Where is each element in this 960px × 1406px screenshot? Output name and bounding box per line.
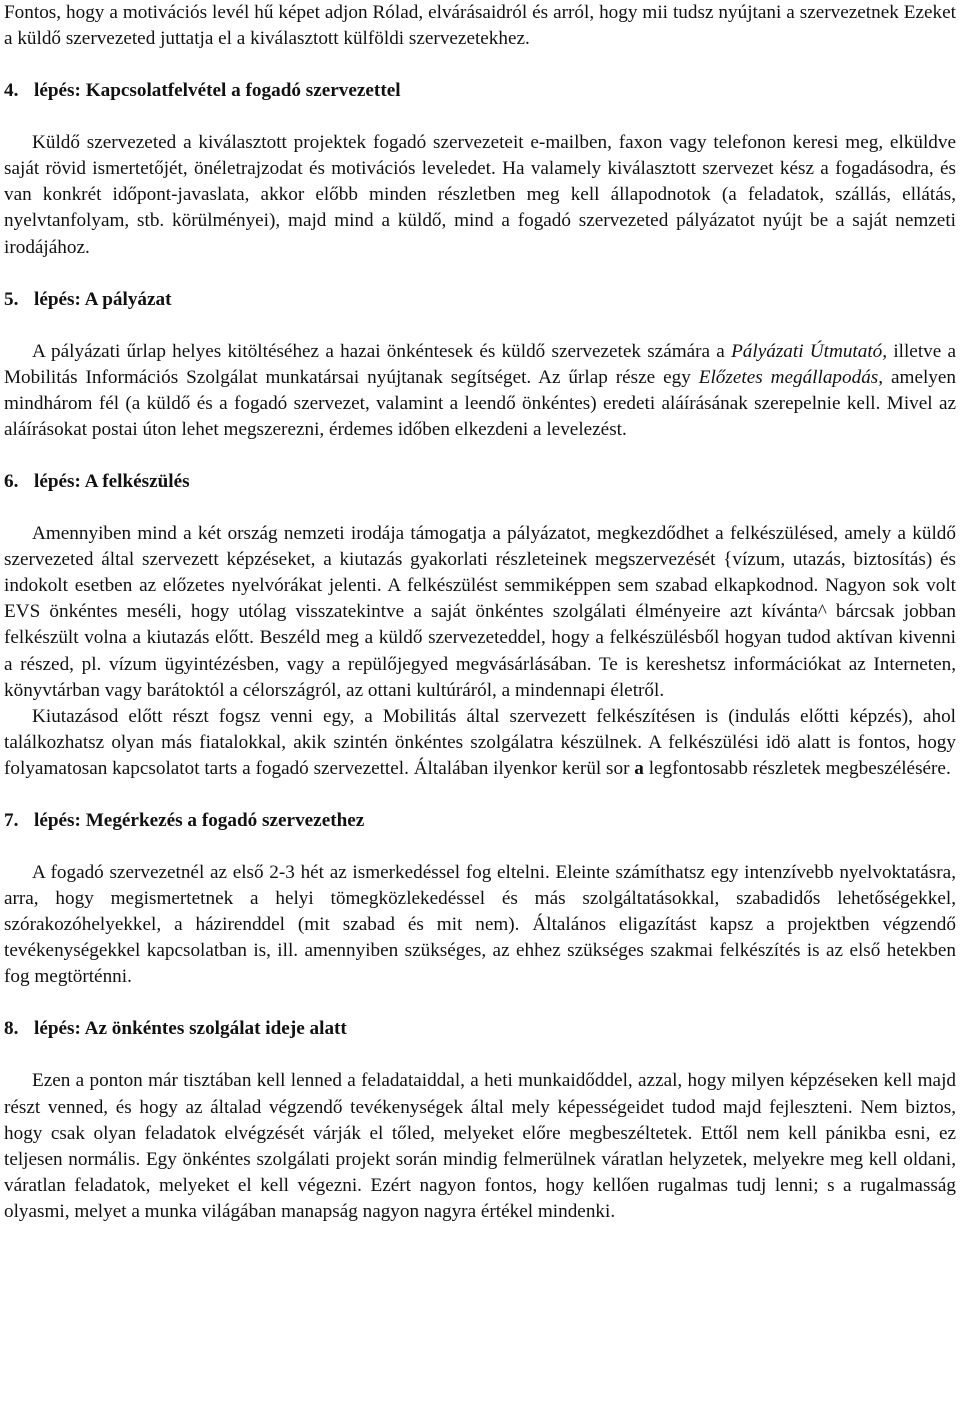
step-7-title: lépés: Megérkezés a fogadó szervezethez [34, 809, 365, 831]
step-5-heading [4, 287, 956, 313]
step-8-title: lépés: Az önkéntes szolgálat ideje alatt [34, 1018, 347, 1040]
step-5-text-c: amelyen mindhárom fél (a küldő és a fogadó szervezet, valamint a leendő önkéntes) eredeti aláírásának szerepelnie kell. Mivel az aláírásokat postai úton lehet megszerezni, érdemes időben elkezdeni a levelezést. [4, 366, 957, 440]
intro-paragraph: Fontos, hogy a motivációs levél hű képet adjon Rólad, elvárásaidról és arról, hogy mii tudsz nyújtani a szervezetnek Ezeket a küldő szervezeted juttatja el a kiválasztott külföldi szervezetekhez. [4, 2, 956, 50]
step-6-number: 6. [4, 471, 19, 493]
step-5-title: lépés: A pályázat [34, 288, 172, 310]
step-5-italic-guide: Pályázati Útmutató, [731, 340, 888, 362]
step-6-paragraph-1: Amennyiben mind a két ország nemzeti irodája támogatja a pályázatot, megkezdődhet a felkészülésed, amely a küldő szervezeted által szervezett képzéseket, a kiutazás gyakorlati részleteinek megszervezését {vízum, utazás, biztosítás) és indokolt esetben az előzetes nyelvórákat jelenti. A felkészülést semmiképpen sem szabad elkapkodnod. Nagyon sok volt EVS önkéntes meséli, hogy utólag visszatekintve a saját önkéntes szolgálati élményeire azt kívánta^ bárcsak jobban felkészült volna a kiutazás előtt. Beszéld meg a küldő szervezeteddel, hogy a felkészülésből hogyan tudod aktívan kivenni a részed, pl. vízum ügyintézésben, vagy a repülőjegyed megvásárlásában. Te is kereshetsz információkat az Interneten, könyvtárban vagy barátoktól a célországról, az ottani kultúráról, a mindennapi életről. [4, 523, 956, 701]
step-6-text-a: Kiutazásod előtt részt fogsz venni egy, a Mobilitás által szervezett felkészítésen is (indulás előtti képzés), ahol találkozhatsz olyan más fiatalokkal, akik szintén önkéntes szolgálatra készülnek. A felkészülési idö alatt is fontos, hogy folyamatosan kapcsolatot tarts a fogadó szervezettel. Általában ilyenkor kerül sor [4, 705, 956, 779]
step-5-number: 5. [4, 288, 19, 310]
step-4-heading [4, 78, 956, 104]
step-7-number: 7. [4, 809, 19, 831]
step-6-text-b: legfontosabb részletek megbeszélésére. [643, 757, 951, 779]
step-4-title: lépés: Kapcsolatfelvétel a fogadó szervezettel [34, 80, 401, 102]
step-4-paragraph: Küldő szervezeted a kiválasztott projektek fogadó szervezeteit e-mailben, faxon vagy telefonon keresi meg, elküldve saját rövid ismertetőjét, önéletrajzodat és motivációs leveledet. Ha valamely kiválasztott szervezet kész a fogadásodra, és van konkrét időpont-javaslata, akkor előbb minden részletben meg kell állapodnotok (a feladatok, szállás, ellátás, nyelvtanfolyam, stb. körülményei), majd mind a küldő, mind a fogadó szervezeted pályázatot nyújt be a saját nemzeti irodájához. [4, 132, 956, 258]
step-5-paragraph [4, 339, 956, 443]
step-4-number: 4. [4, 80, 19, 102]
step-6-heading [4, 469, 956, 495]
step-6-paragraph-2 [4, 704, 956, 782]
step-6-title: lépés: A felkészülés [34, 471, 190, 493]
step-7-heading [4, 808, 956, 834]
step-8-paragraph: Ezen a ponton már tisztában kell lenned a feladataiddal, a heti munkaidőddel, azzal, hogy milyen képzéseken kell majd részt venned, és hogy az általad végzendő tevékenységek által mely képességeidet tudod majd fejleszteni. Nem biztos, hogy csak olyan feladatok elvégzését várják el tőled, melyeket előre megbeszéltetek. Ettől nem kell pánikba esni, ez teljesen normális. Egy önkéntes szolgálati projekt során mindig felmerülnek váratlan helyzetek, melyekre meg kell oldani, váratlan feladatok, melyeket el kell végezni. Ezért nagyon fontos, hogy kellően rugalmas tudj lenni; s a rugalmasság olyasmi, melyet a munka világában manapság nagyon nagyra értékel mindenki. [4, 1070, 956, 1222]
document-page [4, 0, 956, 1225]
step-5-italic-agreement: Előzetes megállapodás, [698, 366, 884, 388]
step-8-number: 8. [4, 1018, 19, 1040]
step-5-text-b: illetve a Mobilitás Információs Szolgálat munkatársai nyújtanak segítséget. Az űrlap része egy [4, 340, 957, 388]
step-8-heading [4, 1016, 956, 1042]
step-7-paragraph: A fogadó szervezetnél az első 2-3 hét az ismerkedéssel fog eltelni. Eleinte számíthatsz egy intenzívebb nyelvoktatásra, arra, hogy megismertetnek a helyi tömegközlekedéssel és más szolgáltatásokkal, szabadidős lehetőségekkel, szórakozóhelyekkel, a házirenddel (mit szabad és mit nem). Általános eligazítást kapsz a projektben végzendő tevékenységekkel kapcsolatban is, ill. amennyiben szükséges, az ehhez szükséges szakmai felkészítés is az első hetekben fog megtörténni. [4, 861, 956, 988]
step-5-text-a: A pályázati űrlap helyes kitöltéséhez a hazai önkéntesek és küldő szervezetek számára a [32, 340, 732, 362]
step-6-bold-a: a [634, 757, 644, 779]
